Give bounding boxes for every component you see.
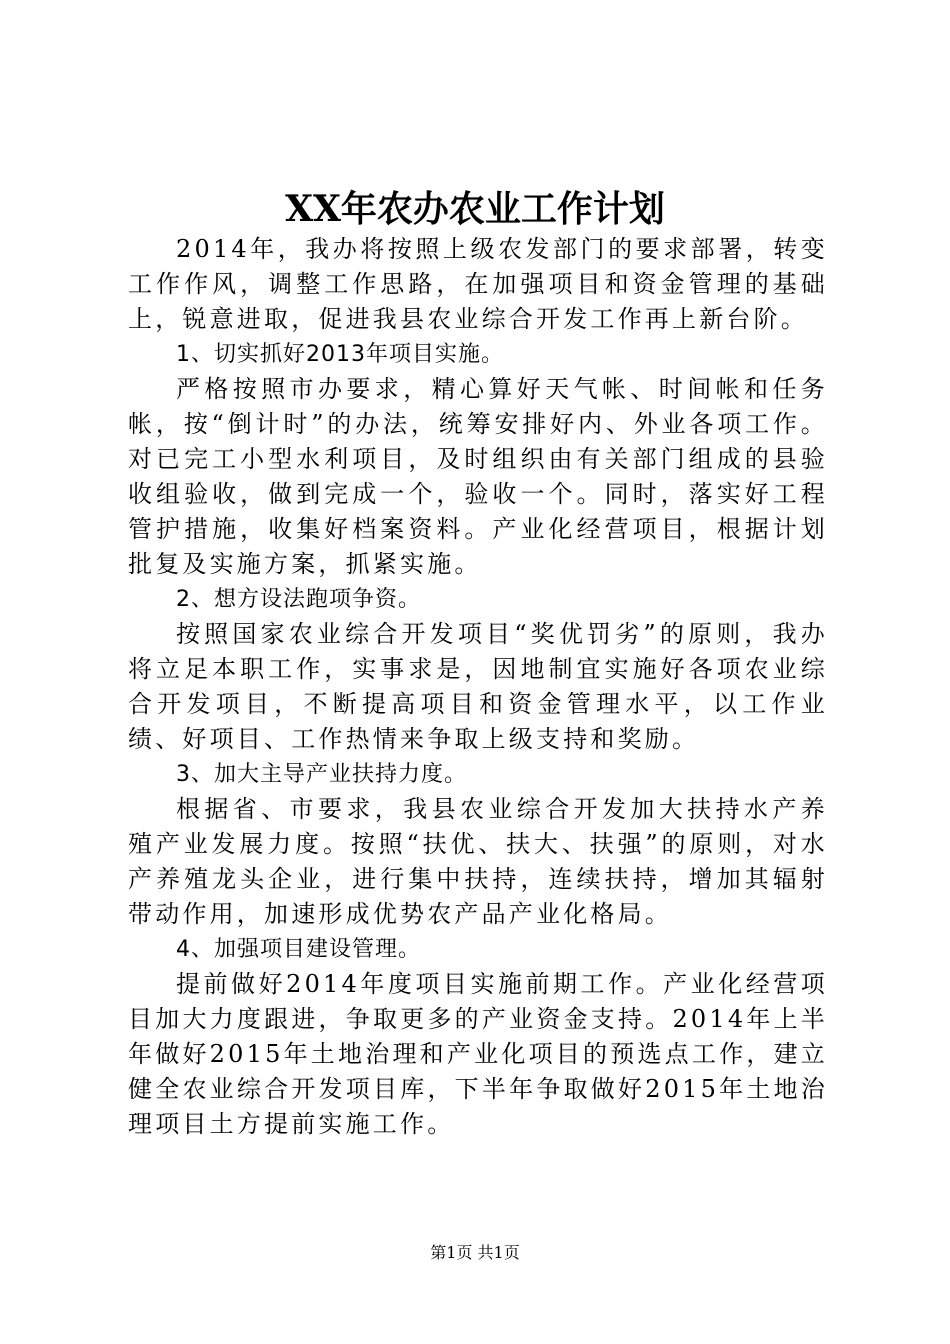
document-title: XX年农办农业工作计划 xyxy=(285,188,665,230)
page-footer: 第1页 共1页 xyxy=(430,1243,520,1262)
section-body-3: 根据省、市要求，我县农业综合开发加大扶持水产养殖产业发展力度。按照“扶优、扶大、扶强”的原则，对水产养殖龙头企业，进行集中扶持，连续扶持，增加其辐射带动作用，加速形成优势农产品产业化格局。 xyxy=(128,795,828,928)
section-heading-4: 4、加强项目建设管理。 xyxy=(176,937,421,962)
document-body xyxy=(128,232,828,1142)
section-body-2: 按照国家农业综合开发项目“奖优罚劣”的原则，我办将立足本职工作，实事求是，因地制宜实施好各项农业综合开发项目，不断提高项目和资金管理水平，以工作业绩、好项目、工作热情来争取上级支持和奖励。 xyxy=(128,620,828,753)
section-heading-2: 2、想方设法跑项争资。 xyxy=(176,587,421,612)
section-body-4: 提前做好2014年度项目实施前期工作。产业化经营项目加大力度跟进，争取更多的产业资金支持。2014年上半年做好2015年土地治理和产业化项目的预选点工作，建立健全农业综合开发项目库，下半年争取做好2015年土地治理项目土方提前实施工作。 xyxy=(128,970,828,1138)
section-body-1: 严格按照市办要求，精心算好天气帐、时间帐和任务帐，按“倒计时”的办法，统筹安排好内、外业各项工作。对已完工小型水利项目，及时组织由有关部门组成的县验收组验收，做到完成一个，验收一个。同时，落实好工程管护措施，收集好档案资料。产业化经营项目，根据计划批复及实施方案，抓紧实施。 xyxy=(128,375,828,578)
intro-paragraph: 2014年，我办将按照上级农发部门的要求部署，转变工作作风，调整工作思路，在加强项目和资金管理的基础上，锐意进取，促进我县农业综合开发工作再上新台阶。 xyxy=(128,235,828,333)
section-heading-3: 3、加大主导产业扶持力度。 xyxy=(176,762,467,787)
section-heading-1: 1、切实抓好2013年项目实施。 xyxy=(176,342,504,367)
